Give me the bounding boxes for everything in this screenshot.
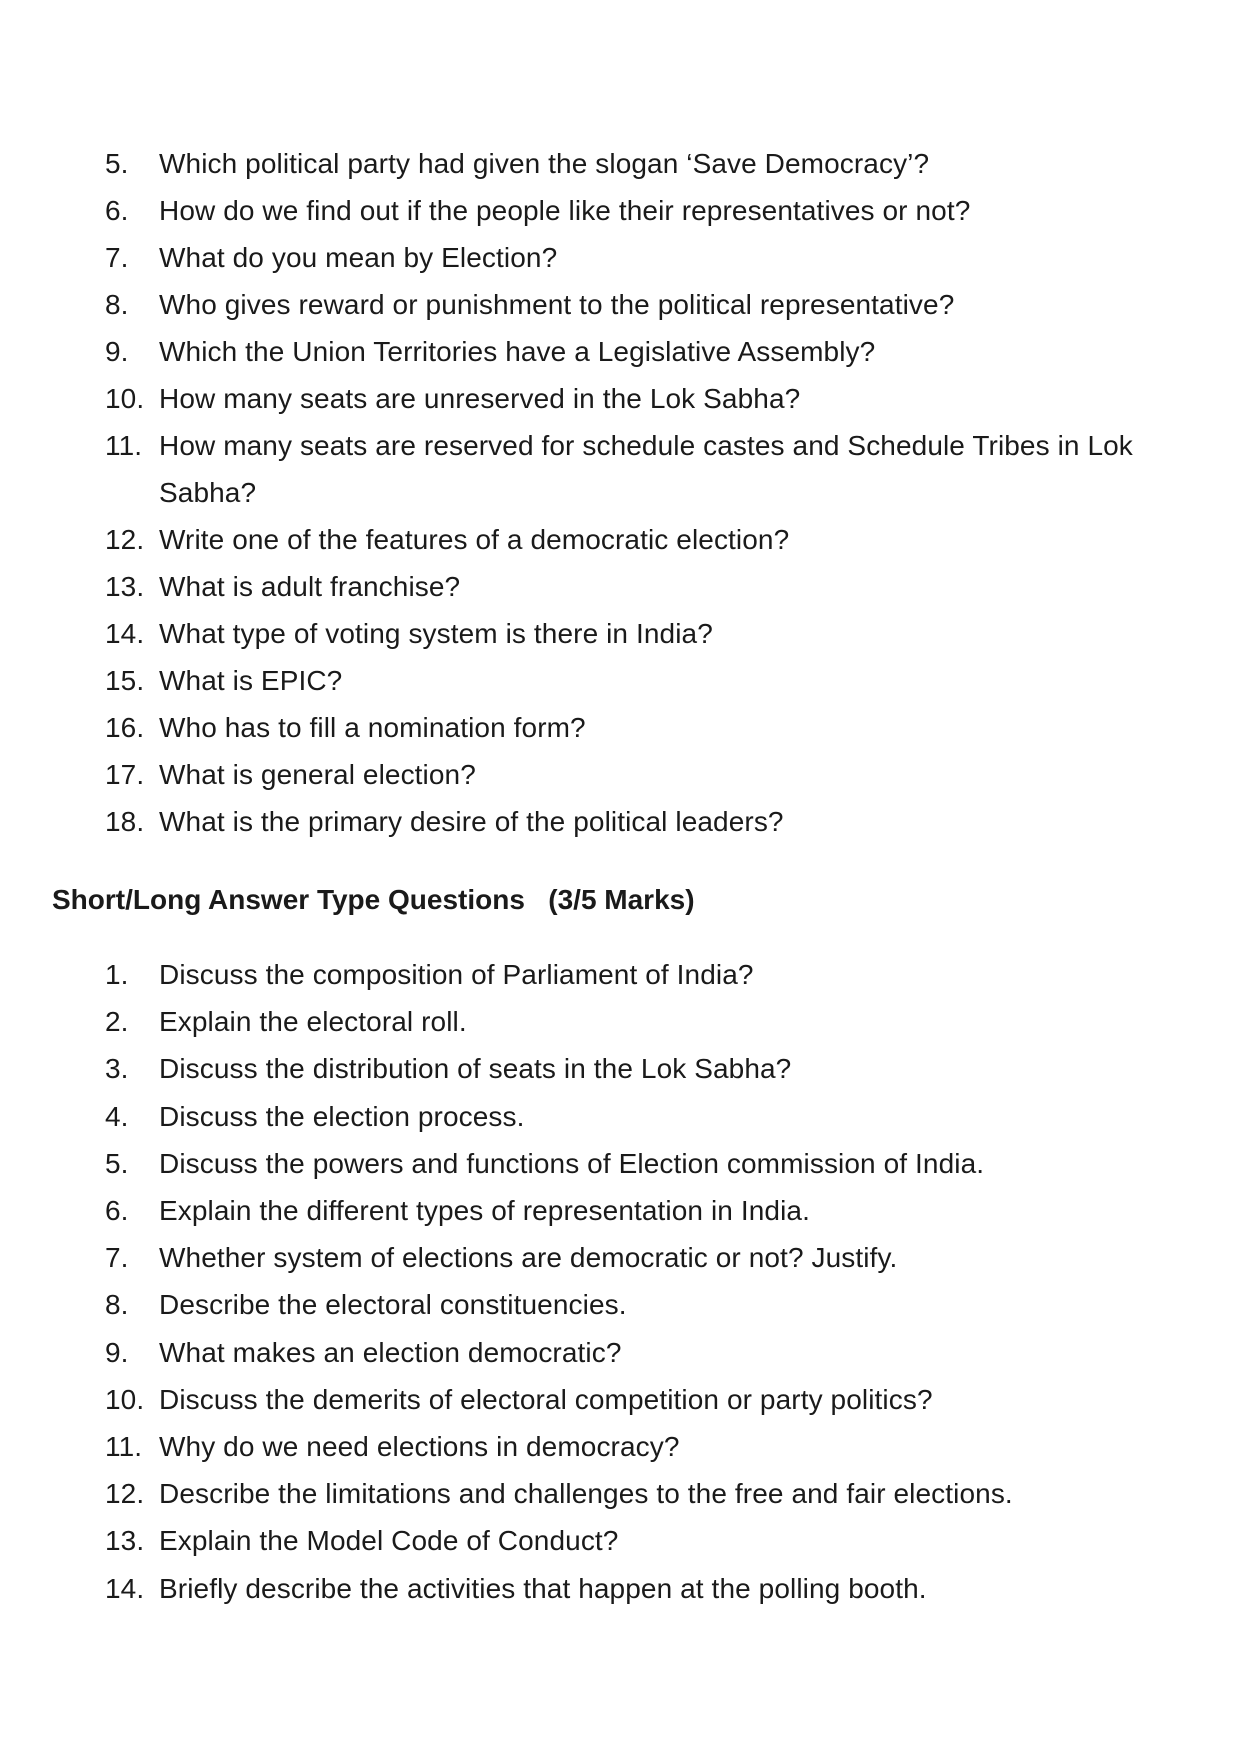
item-number: 4. — [105, 1100, 129, 1132]
item-text: Briefly describe the activities that happen at the polling booth. — [159, 1572, 927, 1604]
list-item — [105, 234, 1185, 281]
item-text: Describe the electoral constituencies. — [159, 1289, 627, 1321]
list-item — [105, 328, 1185, 375]
item-text: Explain the Model Code of Conduct? — [159, 1525, 619, 1557]
item-number: 17. — [105, 759, 145, 790]
list-item — [105, 187, 1185, 234]
list-item — [105, 1423, 1185, 1470]
item-number: 10. — [105, 1383, 145, 1415]
list-item — [105, 704, 1185, 751]
item-text: What type of voting system is there in India? — [159, 618, 713, 649]
list-item — [105, 1187, 1185, 1234]
list-item — [105, 1565, 1185, 1612]
item-number: 10. — [105, 383, 145, 414]
item-number: 8. — [105, 1289, 129, 1321]
item-text: Who gives reward or punishment to the political representative? — [159, 289, 955, 320]
item-text: Which political party had given the slogan ‘Save Democracy’? — [159, 148, 930, 179]
item-text: What is the primary desire of the political leaders? — [159, 806, 784, 837]
section-heading: Short/Long Answer Type Questions (3/5 Marks) — [52, 884, 695, 915]
list-item — [105, 1140, 1185, 1187]
item-number: 2. — [105, 1006, 129, 1038]
item-text: What do you mean by Election? — [159, 242, 558, 273]
item-text: Explain the different types of representation in India. — [159, 1195, 810, 1227]
item-text: What is EPIC? — [159, 665, 343, 696]
list-item — [105, 998, 1185, 1045]
item-number: 8. — [105, 289, 129, 320]
item-text: How do we find out if the people like their representatives or not? — [159, 195, 971, 226]
item-number: 7. — [105, 1242, 129, 1274]
list-item — [105, 281, 1185, 328]
item-text: What is adult franchise? — [159, 571, 461, 602]
item-text: Write one of the features of a democratic election? — [159, 524, 790, 555]
list-item — [105, 657, 1185, 704]
list-item — [105, 1234, 1185, 1281]
item-text: Describe the limitations and challenges to the free and fair elections. — [159, 1478, 1013, 1510]
question-list-two — [105, 951, 1185, 1612]
item-text: Discuss the distribution of seats in the Lok Sabha? — [159, 1053, 792, 1085]
item-number: 1. — [105, 959, 129, 990]
item-number: 6. — [105, 195, 129, 226]
item-text: Whether system of elections are democratic or not? Justify. — [159, 1242, 898, 1274]
list-item — [105, 798, 1185, 845]
item-text: Explain the electoral roll. — [159, 1006, 467, 1038]
list-item — [105, 422, 1185, 516]
item-text: Who has to fill a nomination form? — [159, 712, 586, 743]
list-item — [105, 751, 1185, 798]
item-number: 6. — [105, 1195, 129, 1227]
list-item — [105, 516, 1185, 563]
list-item — [105, 1281, 1185, 1328]
list-item — [105, 1517, 1185, 1564]
item-text: How many seats are unreserved in the Lok Sabha? — [159, 383, 801, 414]
list-item — [105, 1329, 1185, 1376]
item-number: 11. — [105, 430, 143, 461]
item-text: Which the Union Territories have a Legislative Assembly? — [159, 336, 876, 367]
item-number: 3. — [105, 1053, 129, 1085]
item-number: 14. — [105, 1572, 145, 1604]
item-number: 12. — [105, 1478, 145, 1510]
item-number: 13. — [105, 571, 145, 602]
list-item — [105, 563, 1185, 610]
item-text: What makes an election democratic? — [159, 1336, 622, 1368]
item-number: 11. — [105, 1431, 143, 1463]
item-number: 15. — [105, 665, 145, 696]
item-number: 9. — [105, 1336, 129, 1368]
item-number: 5. — [105, 148, 129, 179]
item-number: 13. — [105, 1525, 145, 1557]
list-item — [105, 1376, 1185, 1423]
item-text: Discuss the composition of Parliament of India? — [159, 959, 754, 990]
list-item — [105, 140, 1185, 187]
item-number: 18. — [105, 806, 145, 837]
item-text: Discuss the demerits of electoral competition or party politics? — [159, 1383, 933, 1415]
item-number: 12. — [105, 524, 145, 555]
item-number: 5. — [105, 1147, 129, 1179]
item-text: What is general election? — [159, 759, 476, 790]
list-item — [105, 1470, 1185, 1517]
item-text: Why do we need elections in democracy? — [159, 1431, 680, 1463]
list-item — [105, 951, 1185, 998]
item-number: 9. — [105, 336, 129, 367]
list-item — [105, 375, 1185, 422]
list-item — [105, 610, 1185, 657]
item-text: How many seats are reserved for schedule castes and Schedule Tribes in Lok Sabha? — [159, 430, 1133, 508]
item-text: Discuss the powers and functions of Election commission of India. — [159, 1147, 985, 1179]
list-item — [105, 1093, 1185, 1140]
question-list-one — [105, 140, 1185, 845]
item-number: 16. — [105, 712, 145, 743]
item-number: 7. — [105, 242, 129, 273]
list-item — [105, 1045, 1185, 1092]
item-number: 14. — [105, 618, 145, 649]
item-text: Discuss the election process. — [159, 1100, 525, 1132]
